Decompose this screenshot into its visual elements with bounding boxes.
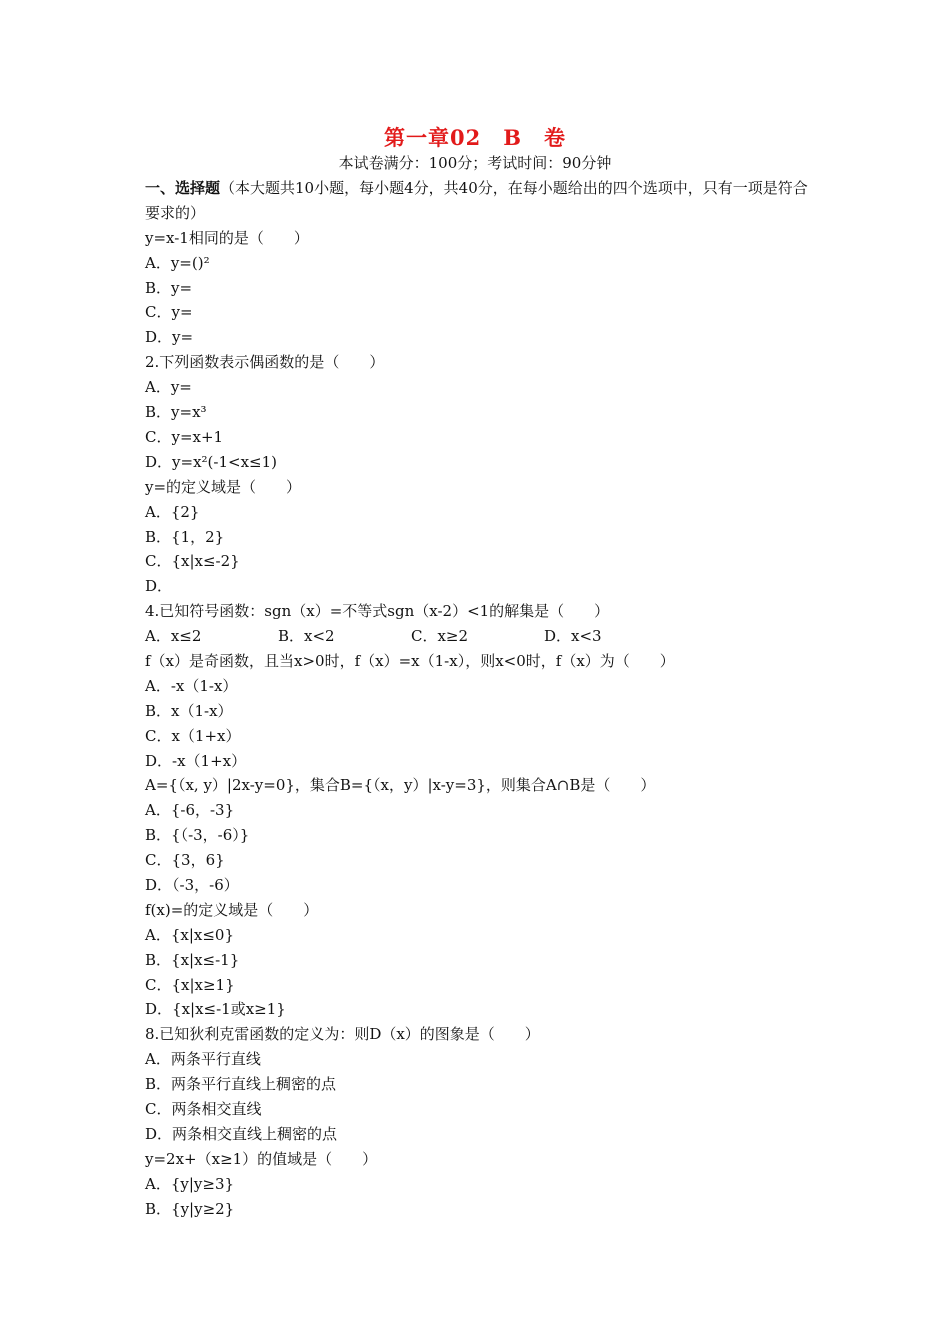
exam-title: 第一章02 B 卷 bbox=[384, 125, 566, 150]
question-line: 8.已知狄利克雷函数的定义为：则D（x）的图象是（ ） bbox=[145, 1025, 540, 1044]
section-instructions: （本大题共10小题，每小题4分，共40分，在每小题给出的四个选项中，只有一项是符合要求的） bbox=[145, 179, 808, 222]
option-line: D． bbox=[145, 577, 173, 596]
q4-options-row bbox=[145, 624, 815, 649]
option-line: A．y= bbox=[145, 378, 192, 397]
option-line: C．{x|x≥1} bbox=[145, 975, 235, 994]
option-line: A．{y|y≥3} bbox=[145, 1174, 235, 1193]
option-line: B．x（1-x） bbox=[145, 701, 233, 720]
question-line: f(x)=的定义域是（ ） bbox=[145, 900, 319, 919]
option-line: B．{（-3，-6）} bbox=[145, 826, 250, 845]
option-line: A．{x|x≤0} bbox=[145, 925, 235, 944]
option-line: B．{x|x≤-1} bbox=[145, 950, 240, 969]
option-line: B．y=x³ bbox=[145, 403, 207, 422]
option-line: B．{1，2} bbox=[145, 527, 225, 546]
option-c: C．x≥2 bbox=[411, 627, 469, 646]
option-b: B．x<2 bbox=[278, 627, 335, 646]
option-line: C．{3，6} bbox=[145, 851, 225, 870]
option-line: A．y=()² bbox=[145, 253, 210, 272]
option-line: A．{2} bbox=[145, 502, 200, 521]
option-line: B．两条平行直线上稠密的点 bbox=[145, 1075, 337, 1094]
question-line: f（x）是奇函数，且当x>0时，f（x）=x（1-x），则x<0时，f（x）为（ ） bbox=[145, 651, 675, 670]
exam-body bbox=[145, 176, 815, 1221]
question-line: y=的定义域是（ ） bbox=[145, 477, 302, 496]
option-line: D．-x（1+x） bbox=[145, 751, 247, 770]
option-a: A．x≤2 bbox=[145, 627, 202, 646]
option-line: C．x（1+x） bbox=[145, 726, 241, 745]
option-line: C．y= bbox=[145, 303, 193, 322]
question-line: A={（x, y）|2x-y=0}，集合B={（x，y）|x-y=3}，则集合A∩B是（ ） bbox=[145, 776, 656, 795]
option-line: D．两条相交直线上稠密的点 bbox=[145, 1124, 338, 1143]
exam-subtitle: 本试卷满分：100分；考试时间：90分钟 bbox=[338, 154, 612, 172]
question-line: 2.下列函数表示偶函数的是（ ） bbox=[145, 353, 385, 372]
question-line: y=2x+（x≥1）的值域是（ ） bbox=[145, 1149, 378, 1168]
option-line: A．-x（1-x） bbox=[145, 676, 238, 695]
option-line: D．y=x²(-1<x≤1) bbox=[145, 452, 277, 471]
question-line: y=x-1相同的是（ ） bbox=[145, 228, 309, 247]
option-line: A．{-6，-3} bbox=[145, 801, 235, 820]
option-line: D．{x|x≤-1或x≥1} bbox=[145, 1000, 286, 1019]
option-line: D．（-3，-6） bbox=[145, 875, 239, 894]
option-line: C．两条相交直线 bbox=[145, 1099, 262, 1118]
option-d: D．x<3 bbox=[544, 627, 602, 646]
option-line: B．y= bbox=[145, 278, 193, 297]
option-line: C．y=x+1 bbox=[145, 427, 224, 446]
option-line: C．{x|x≤-2} bbox=[145, 552, 240, 571]
option-line: B．{y|y≥2} bbox=[145, 1199, 235, 1218]
section-intro bbox=[145, 176, 815, 226]
option-line: A．两条平行直线 bbox=[145, 1050, 261, 1069]
option-line: D．y= bbox=[145, 328, 194, 347]
section-heading: 一、选择题 bbox=[145, 179, 221, 197]
question-line: 4.已知符号函数：sgn（x）=不等式sgn（x-2）<1的解集是（ ） bbox=[145, 602, 610, 621]
